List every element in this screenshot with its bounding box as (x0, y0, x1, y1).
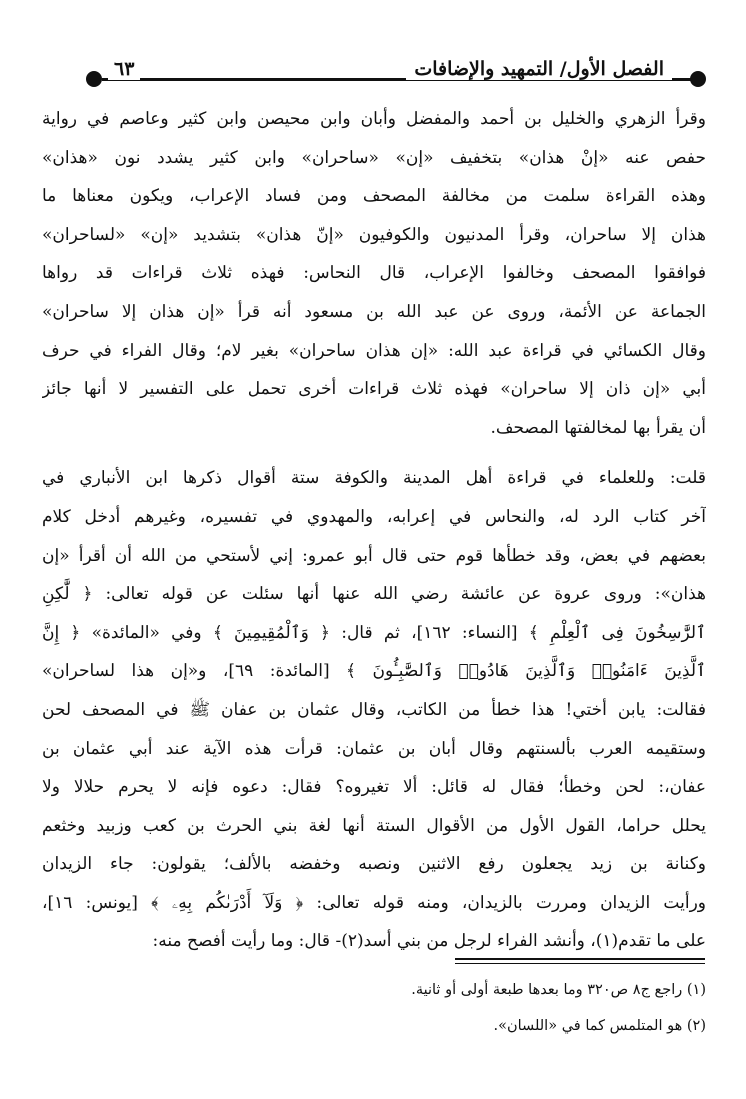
text-line: على ما تقدم(١)، وأنشد الفراء لرجل من بني أسد(٢)- قال: وما رأيت أفصح منه: (152, 931, 706, 952)
running-header (86, 56, 706, 92)
text-line: ٱلَّذِينَ ءَامَنُوا۟ وَٱلَّذِينَ هَادُوا۟ وَٱلصَّٰبِـُٔونَ ﴾ [المائدة: ٦٩]، و«إن هذا لساحران» (42, 661, 706, 682)
text-line: حفص عنه «إنْ هذان» بتخفيف «إن» «ساحران» وابن كثير يشدد نون «هذان» (42, 147, 706, 168)
text-line: فوافقوا المصحف وخالفوا الإعراب، قال النحاس: فهذه ثلاث قراءات قد رواها (42, 263, 706, 284)
text-line: وقرأ الزهري والخليل بن أحمد والمفضل وأبان وابن محيصن وابن كثير وعاصم في رواية (42, 109, 706, 129)
text-line: وقال الكسائي في قراءة عبد الله: «إن هذان ساحران» بغير لام؛ وقال الفراء في حرف (42, 340, 706, 361)
text-line: يحلل حراما، القول الأول من الأقوال الستة أنها لغة بني الحرث بن كعب وزبيد وخثعم (42, 815, 706, 836)
text-line: الجماعة عن الأئمة، وروى عن عبد الله بن مسعود أنه قرأ «إن هذان إلا ساحران» (42, 301, 706, 322)
text-line: وهذه القراءة سلمت من مخالفة المصحف ومن فساد الإعراب، ويكون معناها ما (42, 186, 706, 207)
text-line: ورأيت الزيدان ومررت بالزيدان، ومنه قوله تعالى: ﴿ وَلَآ أَدْرَىٰكُم بِهِۦ ﴾ [يونس: ١٦]، (42, 892, 706, 913)
paragraph-gap (42, 447, 706, 459)
page-number: ٦٣ (108, 58, 140, 80)
text-line: ٱلرَّٰسِخُونَ فِى ٱلْعِلْمِ ﴾ [النساء: ١٦٢]، ثم قال: ﴿ وَٱلْمُقِيمِينَ ﴾ وفي «المائدة» ﴿ إِنَّ (42, 622, 706, 643)
footnotes (80, 972, 706, 1044)
footnote-separator (455, 958, 705, 964)
text-line: عفان،: لحن وخطأ؛ فقال له قائل: ألا تغيروه؟ فقال: دعوه فإنه لا يحرم حلالا ولا (42, 777, 706, 798)
chapter-title: الفصل الأول/ التمهيد والإضافات (406, 58, 672, 80)
header-dot-right (690, 71, 706, 87)
text-line: وكنانة بن زيد يجعلون رفع الاثنين ونصبه وخفضه بالألف؛ يقولون: جاء الزيدان (42, 854, 706, 875)
text-line: أن يقرأ بها لمخالفتها المصحف. (490, 417, 706, 438)
footnote: (٢) هو المتلمس كما في «اللسان». (493, 1018, 706, 1034)
text-line: آخر كتاب الرد له، والنحاس في إعرابه، والمهدوي في تفسيره، وغيرهم أدخل كلام (42, 506, 706, 527)
footnote: (١) راجع ج٨ ص٣٢٠ وما بعدها طبعة أولى أو ثانية. (411, 982, 706, 998)
text-line: بعضهم في بعض، وقد خطأها قوم حتى قال أبو عمرو: إني لأستحي من الله أن أقرأ «إن (42, 545, 706, 566)
header-dot-left (86, 71, 102, 87)
text-line: فقالت: يابن أختي! هذا خطأ من الكاتب، وقال عثمان بن عفان ﷺ في المصحف لحن (42, 699, 706, 720)
text-line: هذان»: وروى عروة عن عائشة رضي الله عنها أنها سئلت عن قوله تعالى: ﴿ لَّٰكِنِ (42, 584, 706, 605)
text-line: وستقيمه العرب بألسنتهم وقال أبان بن عثمان: قرأت هذه الآية عند أبي عثمان بن (42, 738, 706, 759)
text-line: أبي «إن ذان إلا ساحران» فهذه ثلاث قراءات أخرى تحمل على التفسير لا أنها جائز (42, 379, 706, 400)
text-line: هذان إلا ساحران، وقرأ المدنيون والكوفيون «إنّ هذان» بتشديد «إن» «لساحران» (42, 224, 706, 245)
text-line: قلت: وللعلماء في قراءة أهل المدينة والكوفة ستة أقوال ذكرها ابن الأنباري في (42, 468, 706, 489)
main-text (42, 100, 706, 961)
